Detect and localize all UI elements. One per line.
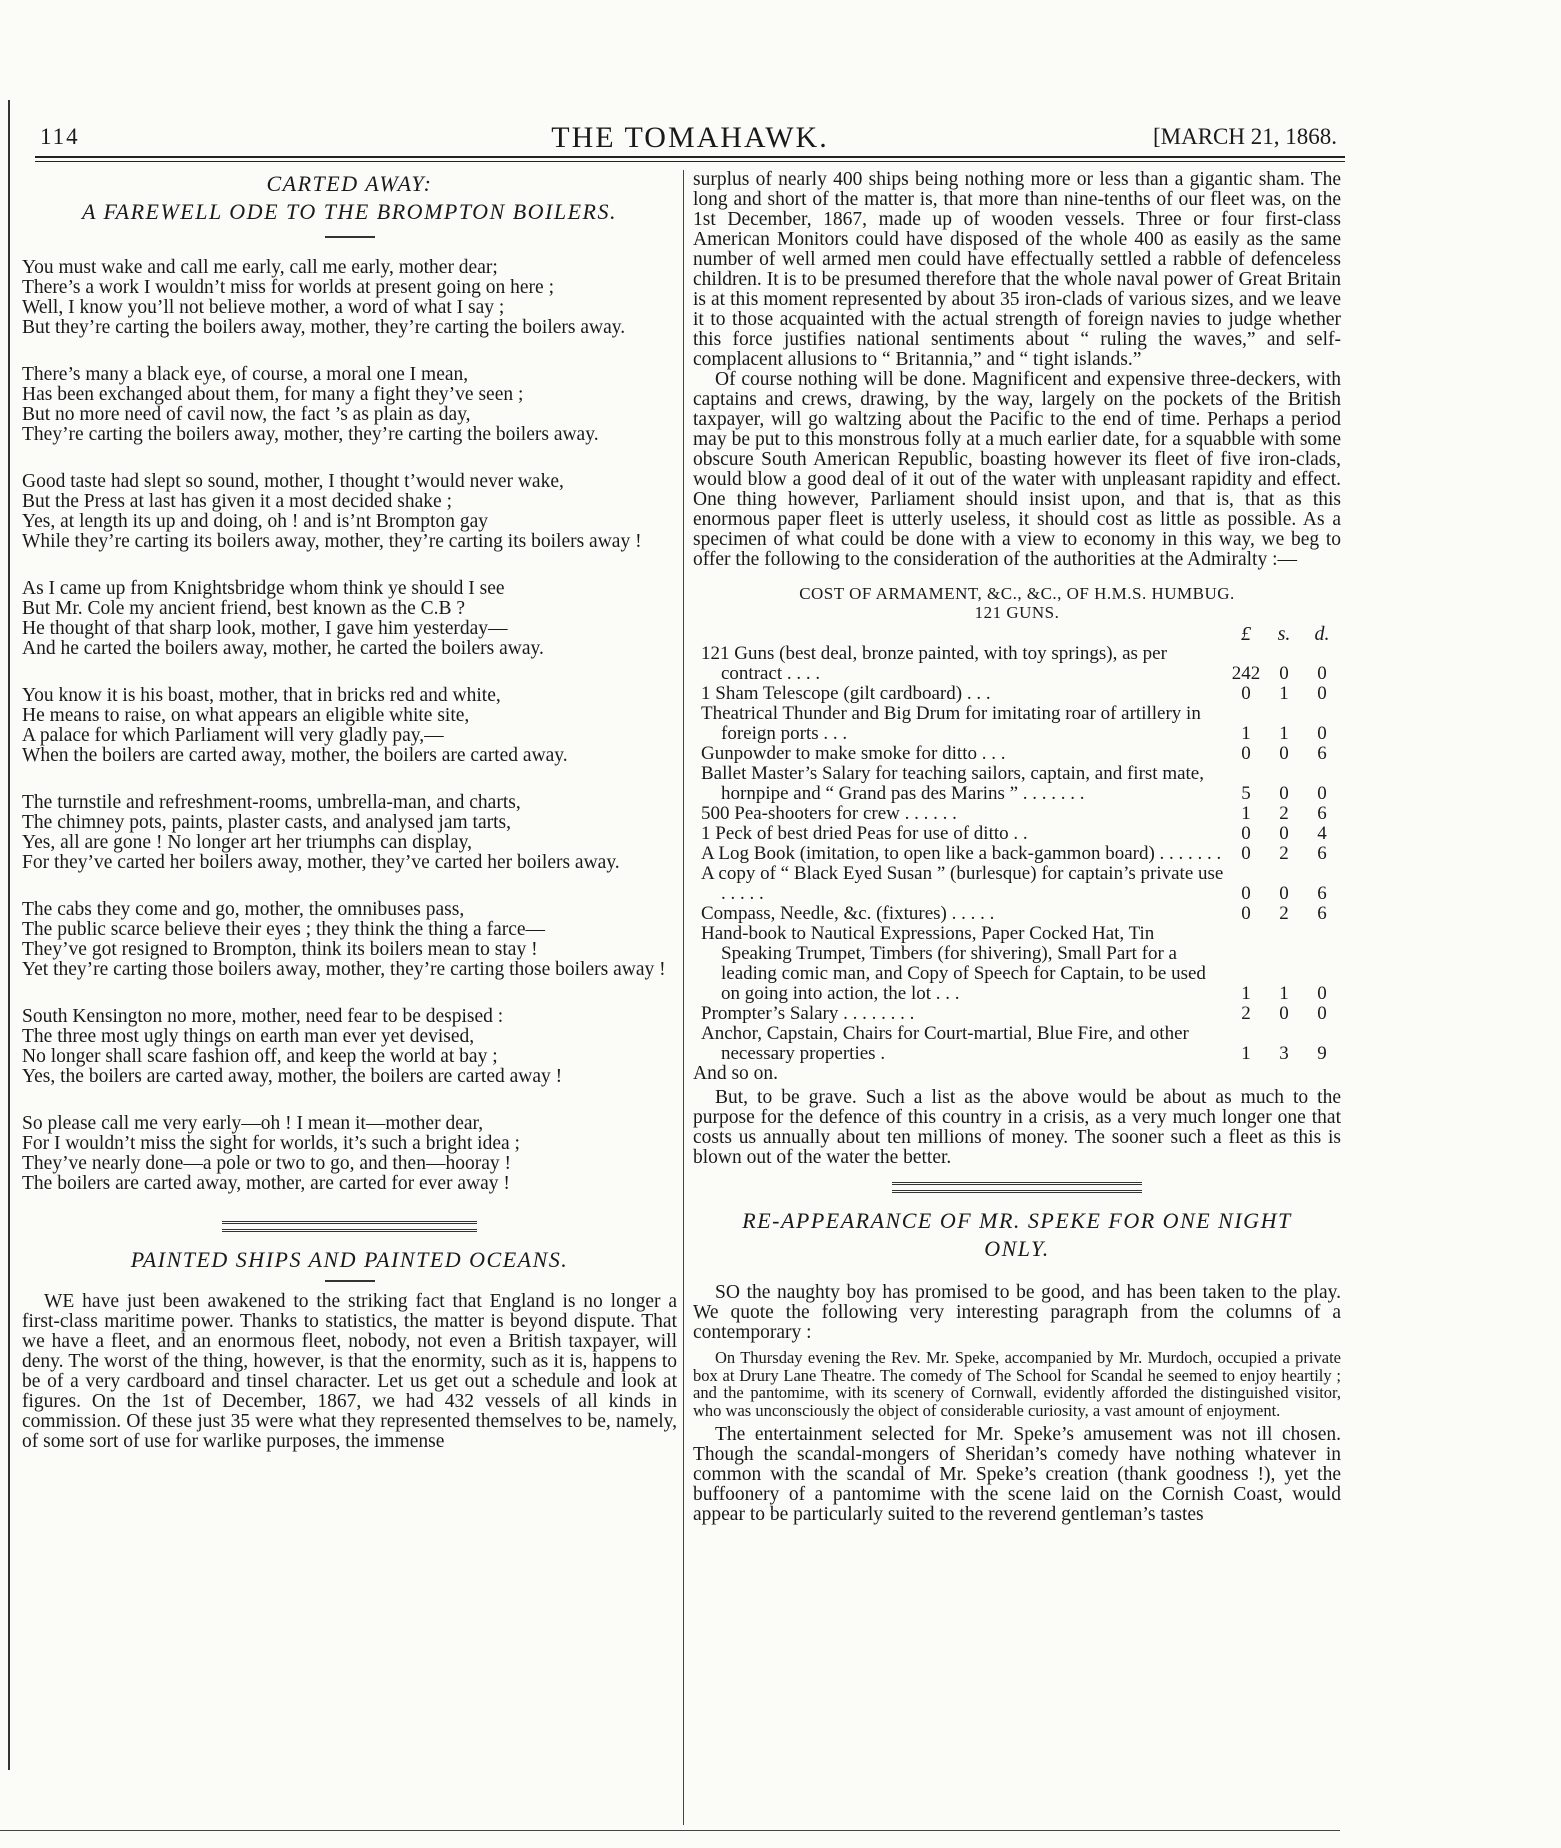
verse-line: He thought of that sharp look, mother, I gave him yesterday— xyxy=(22,618,508,639)
verse-line: When the boilers are carted away, mother, the boilers are carted away. xyxy=(22,745,568,766)
page-header xyxy=(35,118,1345,156)
ships-paragraph-cont: surplus of nearly 400 ships being nothing more or less than a gigantic sham. The long and short of the matter is, that more than nine-tenths of our fleet was, on the 1st December, 1867, made up of wooden vessels. Three or four first-class American Monitors could have disposed of the whole 400 as easily as the same number of well armed men could have effectually settled a rabble of defenceless children. It is to be presumed therefore that the whole naval power of Great Britain is at this moment represented by about 35 iron-clads of various sizes, and we leave it to those acquainted with the actual strength of foreign navies to judge whether this force justifies national sentiments about “ ruling the waves,” and self-complacent allusions to “ Britannia,” and “ tight islands.” xyxy=(693,169,1341,370)
cost-pence: 9 xyxy=(1317,1043,1327,1064)
cost-pence: 4 xyxy=(1317,823,1327,844)
stanza xyxy=(22,900,677,980)
table-row xyxy=(693,924,1341,1004)
stanza xyxy=(22,258,677,338)
verse-line: The public scarce believe their eyes ; they think the thing a farce— xyxy=(22,919,546,940)
right-column xyxy=(693,170,1341,1525)
cost-item: 121 Guns (best deal, bronze painted, with toy springs), as per contract . . . . xyxy=(701,643,1167,684)
and-so-on: And so on. xyxy=(693,1063,779,1084)
cost-item: Hand-book to Nautical Expressions, Paper Cocked Hat, Tin Speaking Trumpet, Timbers (for shivering), Small Part for a leading comic man, and Copy of Speech for Captain, to be used on going into action, the lot . . . xyxy=(701,923,1206,1004)
verse-line: They’ve got resigned to Brompton, think its boilers mean to stay ! xyxy=(22,939,538,960)
cost-pence: 0 xyxy=(1317,983,1327,1004)
cost-item: 1 Sham Telescope (gilt cardboard) . . . xyxy=(701,683,991,704)
page-number: 114 xyxy=(40,124,80,149)
cost-title: COST OF ARMAMENT, &C., &C., OF H.M.S. HUMBUG. xyxy=(799,584,1235,603)
table-row xyxy=(693,844,1341,864)
left-column xyxy=(22,170,677,1452)
page-frame-left xyxy=(8,100,10,1770)
cost-pounds: 242 xyxy=(1231,663,1261,684)
ships-title: PAINTED SHIPS AND PAINTED OCEANS. xyxy=(130,1247,569,1272)
cost-item: Gunpowder to make smoke for ditto . . . xyxy=(701,743,1006,764)
verse-line: Yes, the boilers are carted away, mother, the boilers are carted away ! xyxy=(22,1066,563,1087)
verse-line: As I came up from Knightsbridge whom think ye should I see xyxy=(22,578,505,599)
verse-line: So please call me very early—oh ! I mean it—mother dear, xyxy=(22,1113,484,1134)
cost-shillings: 0 xyxy=(1279,663,1289,684)
verse-line: For they’ve carted her boilers away, mother, they’ve carted her boilers away. xyxy=(22,852,620,873)
stanza xyxy=(22,1114,677,1194)
verse-line: No longer shall scare fashion off, and keep the world at bay ; xyxy=(22,1046,498,1067)
speke-title: RE-APPEARANCE OF MR. SPEKE FOR ONE NIGHT ONLY. xyxy=(742,1208,1292,1261)
header-rule xyxy=(35,156,1345,162)
verse-line: He means to raise, on what appears an eligible white site, xyxy=(22,705,470,726)
cost-table xyxy=(693,624,1341,1064)
cost-pounds: 0 xyxy=(1241,903,1251,924)
verse-line: Good taste had slept so sound, mother, I thought t’would never wake, xyxy=(22,471,564,492)
verse-line: And he carted the boilers away, mother, he carted the boilers away. xyxy=(22,638,544,659)
currency-pence: d. xyxy=(1314,623,1330,645)
section-separator xyxy=(892,1182,1142,1193)
cost-pounds: 5 xyxy=(1241,783,1251,804)
cost-pounds: 1 xyxy=(1241,1043,1251,1064)
speke-quote: On Thursday evening the Rev. Mr. Speke, accompanied by Mr. Murdoch, occupied a private box at Drury Lane Theatre. The comedy of The School for Scandal he seemed to enjoy heartily ; and the pantomime, with its scenery of Cornwall, evidently afforded the distinguished visitor, who was unconsciously the object of considerable curiosity, a vast amount of enjoyment. xyxy=(693,1348,1341,1420)
ships-paragraph: WE have just been awakened to the striking fact that England is no longer a first-class maritime power. Thanks to statistics, the matter is beyond dispute. That we have a fleet, and an enormous fleet, nobody, not even a British taxpayer, will deny. The worst of the thing, however, is that the enormity, such as it is, happens to be of a very cardboard and tinsel character. Let us get out a schedule and look at figures. On the 1st of December, 1867, we had 432 vessels of all kinds in commission. Of these just 35 were what they represented themselves to be, namely, of some sort of use for warlike purposes, the immense xyxy=(22,1291,677,1452)
verse-line: You must wake and call me early, call me early, mother dear; xyxy=(22,257,498,278)
verse-line: There’s many a black eye, of course, a moral one I mean, xyxy=(22,364,469,385)
cost-pence: 0 xyxy=(1317,783,1327,804)
stanza xyxy=(22,472,677,552)
cost-shillings: 0 xyxy=(1279,823,1289,844)
cost-pence: 6 xyxy=(1317,903,1327,924)
currency-pounds: £ xyxy=(1241,623,1251,645)
bottom-rule xyxy=(0,1830,1340,1831)
verse-line: Has been exchanged about them, for many a fight they’ve seen ; xyxy=(22,384,524,405)
cost-pence: 6 xyxy=(1317,843,1327,864)
cost-shillings: 0 xyxy=(1279,783,1289,804)
cost-pence: 0 xyxy=(1317,723,1327,744)
cost-pounds: 0 xyxy=(1241,743,1251,764)
poem-subtitle: A FAREWELL ODE TO THE BROMPTON BOILERS. xyxy=(82,199,617,224)
cost-pounds: 0 xyxy=(1241,823,1251,844)
verse-line: The three most ugly things on earth man ever yet devised, xyxy=(22,1026,475,1047)
verse-line: South Kensington no more, mother, need fear to be despised : xyxy=(22,1006,504,1027)
verse-line: You know it is his boast, mother, that in bricks red and white, xyxy=(22,685,501,706)
cost-item: Anchor, Capstain, Chairs for Court-martial, Blue Fire, and other necessary properties . xyxy=(701,1023,1189,1064)
verse-line: Well, I know you’ll not believe mother, a word of what I say ; xyxy=(22,297,505,318)
cost-shillings: 1 xyxy=(1279,723,1289,744)
verse-line: Yes, all are gone ! No longer art her triumphs can display, xyxy=(22,832,473,853)
verse-line: But no more need of cavil now, the fact ’s as plain as day, xyxy=(22,404,471,425)
verse-line: Yes, at length its up and doing, oh ! and is’nt Brompton gay xyxy=(22,511,488,532)
cost-item: Prompter’s Salary . . . . . . . . xyxy=(701,1003,915,1024)
cost-pence: 0 xyxy=(1317,683,1327,704)
verse-line: They’re carting the boilers away, mother, they’re carting the boilers away. xyxy=(22,424,599,445)
cost-pounds: 0 xyxy=(1241,883,1251,904)
cost-pence: 0 xyxy=(1317,663,1327,684)
table-row xyxy=(693,804,1341,824)
verse-line: The boilers are carted away, mother, are carted for ever away ! xyxy=(22,1173,510,1194)
cost-subtitle: 121 GUNS. xyxy=(974,603,1060,622)
cost-pounds: 0 xyxy=(1241,683,1251,704)
verse-line: But Mr. Cole my ancient friend, best known as the C.B ? xyxy=(22,598,466,619)
speke-paragraph: The entertainment selected for Mr. Speke’s amusement was not ill chosen. Though the scandal-mongers of Sheridan’s comedy have nothing whatever in common with the scandal of Mr. Speke’s creation (thank goodness !), yet the buffoonery of a pantomime with the scene laid on the Cornish Coast, would appear to be particularly suited to the reverend gentleman’s tastes xyxy=(693,1424,1341,1525)
cost-pence: 6 xyxy=(1317,883,1327,904)
cost-item: 500 Pea-shooters for crew . . . . . . xyxy=(701,803,957,824)
issue-date: [MARCH 21, 1868. xyxy=(1152,124,1337,149)
cost-shillings: 2 xyxy=(1279,803,1289,824)
stanza xyxy=(22,579,677,659)
ships-paragraph: Of course nothing will be done. Magnificent and expensive three-deckers, with captains and crews, drawing, by the way, largely on the pockets of the British taxpayer, will go waltzing about the Pacific to the end of time. Perhaps a period may be put to this monstrous folly at a much earlier date, for a squabble with some obscure South American Republic, boasting however its fleet of five iron-clads, would blow a good deal of it out of the water with unpleasant rapidity and effect. One thing however, Parliament should insist upon, and that is, that as this enormous paper fleet is utterly useless, it should cost as little as possible. As a specimen of what could be done with a view to economy in this way, we beg to offer the following to the consideration of the authorities at the Admiralty :— xyxy=(693,369,1341,570)
column-divider xyxy=(683,170,684,1825)
cost-item: A copy of “ Black Eyed Susan ” (burlesque) for captain’s private use . . . . . xyxy=(701,863,1224,904)
verse-line: The cabs they come and go, mother, the omnibuses pass, xyxy=(22,899,465,920)
table-row xyxy=(693,764,1341,804)
table-row xyxy=(693,644,1341,684)
cost-shillings: 0 xyxy=(1279,1003,1289,1024)
poem-body xyxy=(22,258,677,1194)
cost-item: Compass, Needle, &c. (fixtures) . . . . . xyxy=(701,903,995,924)
verse-line: The chimney pots, paints, plaster casts, and analysed jam tarts, xyxy=(22,812,511,833)
cost-pence: 0 xyxy=(1317,1003,1327,1024)
verse-line: While they’re carting its boilers away, mother, they’re carting its boilers away ! xyxy=(22,531,642,552)
cost-heading xyxy=(693,584,1341,622)
cost-pence: 6 xyxy=(1317,743,1327,764)
verse-line: For I wouldn’t miss the sight for worlds, it’s such a bright idea ; xyxy=(22,1133,520,1154)
table-row xyxy=(693,744,1341,764)
table-row xyxy=(693,824,1341,844)
grave-paragraph: But, to be grave. Such a list as the above would be about as much to the purpose for the defence of this country in a crisis, as a very much longer one that costs us annually about ten millions of money. The sooner such a fleet as this is blown out of the water the better. xyxy=(693,1087,1341,1168)
poem-title: CARTED AWAY: xyxy=(266,171,433,196)
verse-line: But the Press at last has given it a most decided shake ; xyxy=(22,491,452,512)
cost-pounds: 2 xyxy=(1241,1003,1251,1024)
cost-shillings: 3 xyxy=(1279,1043,1289,1064)
section-separator xyxy=(222,1221,477,1232)
table-row xyxy=(693,1004,1341,1024)
cost-shillings: 1 xyxy=(1279,683,1289,704)
cost-pounds: 1 xyxy=(1241,723,1251,744)
cost-pounds: 0 xyxy=(1241,843,1251,864)
verse-line: The turnstile and refreshment-rooms, umbrella-man, and charts, xyxy=(22,792,521,813)
stanza xyxy=(22,793,677,873)
table-row xyxy=(693,1024,1341,1064)
title-rule xyxy=(325,1280,375,1282)
verse-line: But they’re carting the boilers away, mother, they’re carting the boilers away. xyxy=(22,317,626,338)
cost-shillings: 2 xyxy=(1279,843,1289,864)
cost-item: Ballet Master’s Salary for teaching sailors, captain, and first mate, hornpipe and “ Grand pas des Marins ” . . . . . . . xyxy=(701,763,1204,804)
table-row xyxy=(693,904,1341,924)
speke-paragraph: SO the naughty boy has promised to be good, and has been taken to the play. We quote the following very interesting paragraph from the columns of a contemporary : xyxy=(693,1282,1341,1343)
table-row xyxy=(693,864,1341,904)
cost-pounds: 1 xyxy=(1241,803,1251,824)
cost-item: Theatrical Thunder and Big Drum for imitating roar of artillery in foreign ports . . . xyxy=(701,703,1201,744)
verse-line: There’s a work I wouldn’t miss for worlds at present going on here ; xyxy=(22,277,554,298)
cost-item: 1 Peck of best dried Peas for use of ditto . . xyxy=(701,823,1028,844)
masthead-title: THE TOMAHAWK. xyxy=(551,121,829,154)
cost-shillings: 1 xyxy=(1279,983,1289,1004)
stanza xyxy=(22,1007,677,1087)
cost-shillings: 0 xyxy=(1279,743,1289,764)
verse-line: They’ve nearly done—a pole or two to go, and then—hooray ! xyxy=(22,1153,511,1174)
title-rule xyxy=(325,236,375,238)
stanza xyxy=(22,365,677,445)
table-row xyxy=(693,704,1341,744)
verse-line: A palace for which Parliament will very gladly pay,— xyxy=(22,725,444,746)
verse-line: Yet they’re carting those boilers away, mother, they’re carting those boilers away ! xyxy=(22,959,666,980)
currency-shillings: s. xyxy=(1277,623,1291,645)
cost-pounds: 1 xyxy=(1241,983,1251,1004)
cost-shillings: 2 xyxy=(1279,903,1289,924)
currency-header-row xyxy=(693,624,1341,644)
stanza xyxy=(22,686,677,766)
cost-pence: 6 xyxy=(1317,803,1327,824)
cost-item: A Log Book (imitation, to open like a back-gammon board) . . . . . . . xyxy=(701,843,1222,864)
cost-shillings: 0 xyxy=(1279,883,1289,904)
table-row xyxy=(693,684,1341,704)
